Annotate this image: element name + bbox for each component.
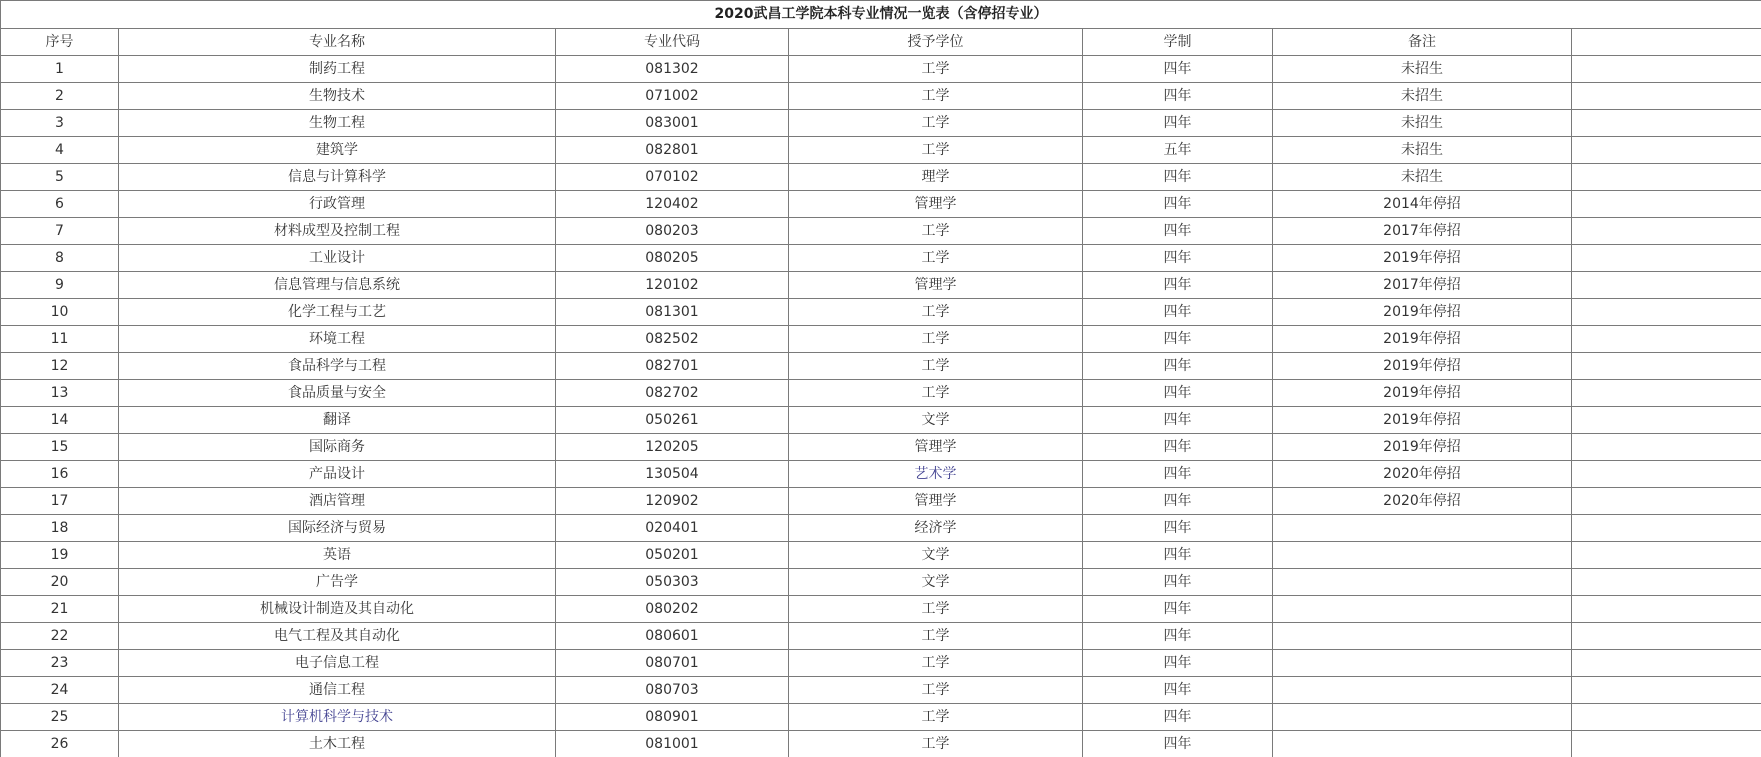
cell-code: 120102	[556, 272, 789, 299]
cell-code: 080703	[556, 677, 789, 704]
cell-empty	[1572, 731, 1761, 757]
cell-note: 未招生	[1273, 164, 1572, 191]
cell-code: 082702	[556, 380, 789, 407]
cell-note: 2014年停招	[1273, 191, 1572, 218]
cell-no: 15	[1, 434, 119, 461]
cell-empty	[1572, 650, 1761, 677]
cell-note: 2019年停招	[1273, 353, 1572, 380]
cell-degree: 工学	[789, 218, 1083, 245]
cell-no: 14	[1, 407, 119, 434]
table-row	[1, 56, 1761, 83]
cell-code: 080202	[556, 596, 789, 623]
cell-degree: 工学	[789, 677, 1083, 704]
cell-code: 050303	[556, 569, 789, 596]
table-row	[1, 245, 1761, 272]
cell-name: 行政管理	[119, 191, 556, 218]
cell-empty	[1572, 434, 1761, 461]
cell-length: 四年	[1083, 191, 1273, 218]
header-row	[1, 29, 1761, 56]
cell-no: 25	[1, 704, 119, 731]
cell-no: 12	[1, 353, 119, 380]
cell-name: 化学工程与工艺	[119, 299, 556, 326]
cell-no: 23	[1, 650, 119, 677]
cell-length: 四年	[1083, 650, 1273, 677]
cell-name: 机械设计制造及其自动化	[119, 596, 556, 623]
table-row	[1, 137, 1761, 164]
header-length: 学制	[1083, 29, 1273, 56]
table-row	[1, 110, 1761, 137]
cell-code: 050201	[556, 542, 789, 569]
cell-note	[1273, 704, 1572, 731]
header-empty	[1572, 29, 1761, 56]
cell-note: 2020年停招	[1273, 488, 1572, 515]
cell-name-link[interactable]: 计算机科学与技术	[281, 709, 393, 725]
cell-length: 四年	[1083, 56, 1273, 83]
cell-note	[1273, 596, 1572, 623]
cell-empty	[1572, 245, 1761, 272]
cell-degree: 工学	[789, 110, 1083, 137]
cell-note	[1273, 650, 1572, 677]
cell-empty	[1572, 110, 1761, 137]
cell-name: 信息与计算科学	[119, 164, 556, 191]
cell-length: 四年	[1083, 515, 1273, 542]
cell-name: 食品科学与工程	[119, 353, 556, 380]
cell-name: 酒店管理	[119, 488, 556, 515]
table-row	[1, 488, 1761, 515]
table-title-row	[1, 1, 1761, 29]
header-degree: 授予学位	[789, 29, 1083, 56]
cell-no: 21	[1, 596, 119, 623]
cell-degree: 经济学	[789, 515, 1083, 542]
cell-empty	[1572, 461, 1761, 488]
table-row	[1, 677, 1761, 704]
cell-code: 082701	[556, 353, 789, 380]
table-row	[1, 272, 1761, 299]
cell-length: 四年	[1083, 272, 1273, 299]
cell-degree: 管理学	[789, 488, 1083, 515]
table-row	[1, 569, 1761, 596]
cell-degree: 工学	[789, 299, 1083, 326]
cell-length: 四年	[1083, 434, 1273, 461]
cell-length: 四年	[1083, 596, 1273, 623]
cell-code: 080205	[556, 245, 789, 272]
cell-length: 四年	[1083, 407, 1273, 434]
cell-empty	[1572, 488, 1761, 515]
cell-note	[1273, 623, 1572, 650]
cell-code: 130504	[556, 461, 789, 488]
cell-note: 2019年停招	[1273, 299, 1572, 326]
cell-empty	[1572, 56, 1761, 83]
cell-name: 电子信息工程	[119, 650, 556, 677]
cell-note: 2019年停招	[1273, 434, 1572, 461]
cell-degree: 工学	[789, 623, 1083, 650]
table-row	[1, 191, 1761, 218]
table-row	[1, 326, 1761, 353]
cell-length: 四年	[1083, 623, 1273, 650]
cell-degree: 工学	[789, 380, 1083, 407]
table-row	[1, 380, 1761, 407]
cell-code: 081302	[556, 56, 789, 83]
cell-code: 083001	[556, 110, 789, 137]
cell-empty	[1572, 704, 1761, 731]
cell-degree: 工学	[789, 83, 1083, 110]
cell-degree: 工学	[789, 137, 1083, 164]
cell-empty	[1572, 137, 1761, 164]
cell-no: 7	[1, 218, 119, 245]
cell-no: 18	[1, 515, 119, 542]
cell-degree: 工学	[789, 704, 1083, 731]
cell-name: 食品质量与安全	[119, 380, 556, 407]
cell-name: 通信工程	[119, 677, 556, 704]
cell-empty	[1572, 407, 1761, 434]
cell-degree: 工学	[789, 245, 1083, 272]
cell-no: 13	[1, 380, 119, 407]
cell-name: 电气工程及其自动化	[119, 623, 556, 650]
cell-length: 四年	[1083, 164, 1273, 191]
cell-note: 2017年停招	[1273, 218, 1572, 245]
cell-code: 080901	[556, 704, 789, 731]
cell-note	[1273, 542, 1572, 569]
table-row	[1, 542, 1761, 569]
table-row	[1, 596, 1761, 623]
cell-empty	[1572, 596, 1761, 623]
cell-empty	[1572, 191, 1761, 218]
cell-empty	[1572, 380, 1761, 407]
cell-code: 070102	[556, 164, 789, 191]
cell-degree: 文学	[789, 569, 1083, 596]
cell-empty	[1572, 353, 1761, 380]
cell-name: 材料成型及控制工程	[119, 218, 556, 245]
cell-name: 土木工程	[119, 731, 556, 757]
cell-code: 082502	[556, 326, 789, 353]
cell-note: 未招生	[1273, 137, 1572, 164]
cell-degree: 工学	[789, 650, 1083, 677]
cell-no: 20	[1, 569, 119, 596]
cell-code: 080601	[556, 623, 789, 650]
table-row	[1, 704, 1761, 731]
cell-note: 2019年停招	[1273, 326, 1572, 353]
cell-no: 3	[1, 110, 119, 137]
cell-length: 四年	[1083, 245, 1273, 272]
cell-no: 17	[1, 488, 119, 515]
cell-degree: 工学	[789, 731, 1083, 757]
cell-code: 020401	[556, 515, 789, 542]
cell-no: 16	[1, 461, 119, 488]
cell-no: 19	[1, 542, 119, 569]
cell-name: 生物工程	[119, 110, 556, 137]
cell-length: 四年	[1083, 299, 1273, 326]
table-row	[1, 515, 1761, 542]
cell-name: 翻译	[119, 407, 556, 434]
cell-length: 四年	[1083, 677, 1273, 704]
cell-degree-link[interactable]: 艺术学	[914, 466, 957, 482]
table-row	[1, 83, 1761, 110]
cell-note	[1273, 515, 1572, 542]
cell-empty	[1572, 164, 1761, 191]
cell-code: 080203	[556, 218, 789, 245]
cell-length: 四年	[1083, 704, 1273, 731]
cell-code: 120402	[556, 191, 789, 218]
header-code: 专业代码	[556, 29, 789, 56]
cell-degree: 工学	[789, 326, 1083, 353]
cell-length: 四年	[1083, 110, 1273, 137]
cell-no: 9	[1, 272, 119, 299]
cell-name: 建筑学	[119, 137, 556, 164]
table-row	[1, 731, 1761, 757]
cell-empty	[1572, 623, 1761, 650]
cell-length: 四年	[1083, 569, 1273, 596]
cell-name: 工业设计	[119, 245, 556, 272]
table-row	[1, 353, 1761, 380]
cell-name: 生物技术	[119, 83, 556, 110]
header-note: 备注	[1273, 29, 1572, 56]
table-row	[1, 623, 1761, 650]
table-row	[1, 299, 1761, 326]
cell-degree	[789, 461, 1083, 488]
cell-name: 环境工程	[119, 326, 556, 353]
cell-note: 未招生	[1273, 56, 1572, 83]
cell-note	[1273, 731, 1572, 757]
cell-name: 信息管理与信息系统	[119, 272, 556, 299]
cell-code: 080701	[556, 650, 789, 677]
cell-length: 四年	[1083, 380, 1273, 407]
cell-code: 081301	[556, 299, 789, 326]
cell-degree: 文学	[789, 407, 1083, 434]
cell-code: 120205	[556, 434, 789, 461]
cell-code: 082801	[556, 137, 789, 164]
cell-empty	[1572, 515, 1761, 542]
cell-name: 产品设计	[119, 461, 556, 488]
cell-note: 2017年停招	[1273, 272, 1572, 299]
table-row	[1, 218, 1761, 245]
cell-code: 120902	[556, 488, 789, 515]
cell-name: 国际商务	[119, 434, 556, 461]
cell-empty	[1572, 218, 1761, 245]
cell-no: 2	[1, 83, 119, 110]
cell-length: 四年	[1083, 461, 1273, 488]
cell-degree: 工学	[789, 596, 1083, 623]
cell-note: 2019年停招	[1273, 245, 1572, 272]
cell-name: 制药工程	[119, 56, 556, 83]
table-row	[1, 650, 1761, 677]
cell-degree: 工学	[789, 353, 1083, 380]
cell-no: 22	[1, 623, 119, 650]
cell-degree: 文学	[789, 542, 1083, 569]
cell-name: 广告学	[119, 569, 556, 596]
cell-note: 未招生	[1273, 83, 1572, 110]
cell-empty	[1572, 326, 1761, 353]
table-row	[1, 164, 1761, 191]
cell-no: 5	[1, 164, 119, 191]
table-row	[1, 434, 1761, 461]
cell-length: 四年	[1083, 353, 1273, 380]
cell-code: 071002	[556, 83, 789, 110]
cell-length: 五年	[1083, 137, 1273, 164]
cell-empty	[1572, 83, 1761, 110]
cell-empty	[1572, 569, 1761, 596]
cell-degree: 工学	[789, 56, 1083, 83]
cell-empty	[1572, 542, 1761, 569]
cell-code: 081001	[556, 731, 789, 757]
cell-name	[119, 704, 556, 731]
cell-no: 4	[1, 137, 119, 164]
header-no: 序号	[1, 29, 119, 56]
cell-note: 2019年停招	[1273, 407, 1572, 434]
table-row	[1, 407, 1761, 434]
cell-no: 24	[1, 677, 119, 704]
table-row	[1, 461, 1761, 488]
cell-no: 1	[1, 56, 119, 83]
cell-empty	[1572, 299, 1761, 326]
cell-length: 四年	[1083, 218, 1273, 245]
cell-length: 四年	[1083, 488, 1273, 515]
table-title: 2020武昌工学院本科专业情况一览表（含停招专业）	[1, 1, 1761, 29]
cell-note: 未招生	[1273, 110, 1572, 137]
cell-empty	[1572, 272, 1761, 299]
cell-degree: 理学	[789, 164, 1083, 191]
cell-note: 2020年停招	[1273, 461, 1572, 488]
cell-no: 11	[1, 326, 119, 353]
cell-note	[1273, 677, 1572, 704]
cell-empty	[1572, 677, 1761, 704]
cell-degree: 管理学	[789, 191, 1083, 218]
header-name: 专业名称	[119, 29, 556, 56]
cell-length: 四年	[1083, 83, 1273, 110]
cell-note: 2019年停招	[1273, 380, 1572, 407]
cell-note	[1273, 569, 1572, 596]
cell-name: 国际经济与贸易	[119, 515, 556, 542]
cell-no: 8	[1, 245, 119, 272]
cell-no: 6	[1, 191, 119, 218]
cell-length: 四年	[1083, 542, 1273, 569]
cell-no: 26	[1, 731, 119, 757]
cell-length: 四年	[1083, 731, 1273, 757]
cell-name: 英语	[119, 542, 556, 569]
cell-length: 四年	[1083, 326, 1273, 353]
cell-degree: 管理学	[789, 272, 1083, 299]
cell-code: 050261	[556, 407, 789, 434]
cell-no: 10	[1, 299, 119, 326]
cell-degree: 管理学	[789, 434, 1083, 461]
